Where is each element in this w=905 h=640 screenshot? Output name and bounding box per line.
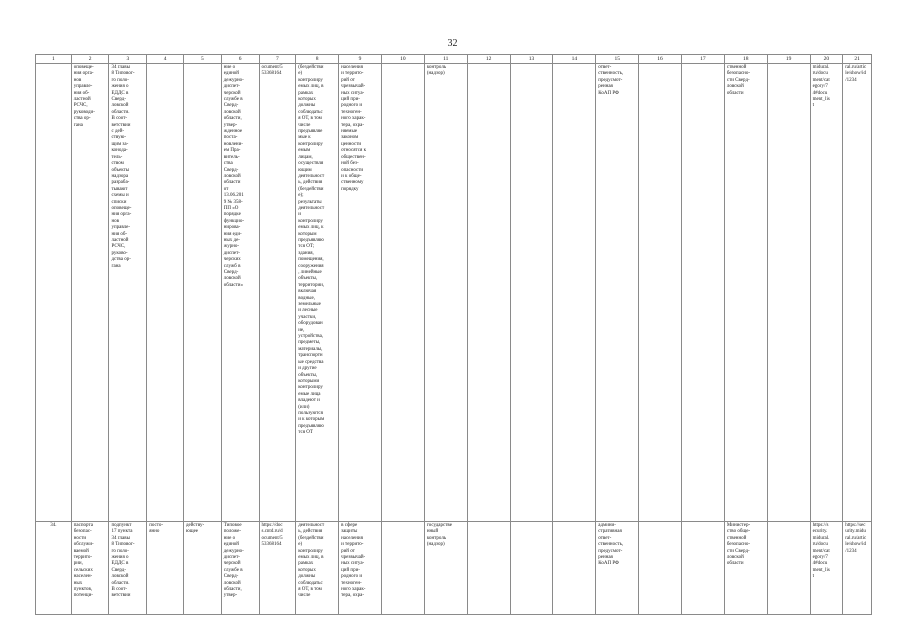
column-number: 18 xyxy=(724,55,767,64)
table-cell: населения и террито- рий от чрезвычай- ных ситуа- ций при- родного и техноген- ного харак- тера, охра- няемые законом ценности относятся к обществен- ной без- опасности и к обще- ственному порядку xyxy=(339,64,382,522)
column-number: 5 xyxy=(183,55,221,64)
table-cell xyxy=(510,64,553,522)
column-number: 15 xyxy=(596,55,639,64)
column-number: 17 xyxy=(681,55,724,64)
link-cell[interactable]: ral.ru/artic le/show/id /1234 xyxy=(843,64,872,522)
table-cell: ответ- ственность, предусмот- ренная КоАП РФ xyxy=(596,64,639,522)
column-number: 19 xyxy=(767,55,810,64)
link-cell[interactable]: https://sec urity.midu ral.ru/artic le/show/id /1234 xyxy=(843,522,872,615)
link-cell[interactable]: https://s ecurity. midural. ru/docu ment/cat egory/7 4#docu ment_lis t xyxy=(810,522,843,615)
column-number-row xyxy=(36,55,872,64)
table-cell: Типовое положе- ние о единой дежурно- диспет- черской службе в Сверд- ловской области, утвер- xyxy=(221,522,259,615)
table-cell: админи- стративная ответ- ственность, предусмот- ренная КоАП РФ xyxy=(596,522,639,615)
table-cell xyxy=(553,64,596,522)
column-number: 14 xyxy=(553,55,596,64)
table-cell xyxy=(467,522,510,615)
table-cell xyxy=(381,522,424,615)
table-cell: в сфере защиты населения и террито- рий от чрезвычай- ных ситуа- ций при- родного и техноген- ного харак- тера, охра- xyxy=(339,522,382,615)
table-cell: действу- ющее xyxy=(183,522,221,615)
column-number: 2 xyxy=(71,55,109,64)
table-cell: ние о единой дежурно- диспет- черской службе в Сверд- ловской области, утвер- жденное поста- новлени- ем Пра- витель- ства Сверд- ловской области от 13.06.201 9 № 358- ПП «О порядке функцио- нирова- ния еди- ных де- журно- диспет- черских служб в Сверд- ловской области» xyxy=(221,64,259,522)
table-cell: оповеще- ния орга- нов управле- ния об- ластной РСЧС, руководи- ства ор- гана xyxy=(71,64,109,522)
row-number-cell: 34. xyxy=(36,522,72,615)
column-number: 7 xyxy=(259,55,296,64)
table-cell: деятельност ь, действия (бездействи е) контролиру емых лиц, в рамках которых должны соблюдатьс я ОТ, в том числе xyxy=(296,522,339,615)
table-cell: подпункт 17 пункта 34 главы 8 Типовог- го поло- жения о ЕДДС в Сверд- ловской области. В соот- ветствии xyxy=(109,522,147,615)
row-number-cell xyxy=(36,64,72,522)
link-cell[interactable]: https://doc s.cntd.ru/d ocument/5 53368164 xyxy=(259,522,296,615)
table-cell xyxy=(510,522,553,615)
column-number: 20 xyxy=(810,55,843,64)
table-cell: паспорта безопас- ности обслужи- ваемой террито- рии, сельских населен- ных пунктов, потенци- xyxy=(71,522,109,615)
table-cell xyxy=(467,64,510,522)
table-cell: ocument/5 53368164 xyxy=(259,64,296,522)
table-cell xyxy=(767,522,810,615)
table-cell xyxy=(681,522,724,615)
table-cell: посто- янно xyxy=(147,522,184,615)
table-cell: контроль (надзор) xyxy=(424,64,467,522)
column-number: 3 xyxy=(109,55,147,64)
table-cell xyxy=(681,64,724,522)
table-cell xyxy=(183,64,221,522)
table-cell xyxy=(767,64,810,522)
table-cell: Министер- ство обще- ственной безопасно- сти Сверд- ловской области xyxy=(724,522,767,615)
column-number: 13 xyxy=(510,55,553,64)
page-number: 32 xyxy=(447,38,458,49)
column-number: 8 xyxy=(296,55,339,64)
table-cell xyxy=(639,64,682,522)
table-cell: государстве нный контроль (надзор) xyxy=(424,522,467,615)
column-number: 10 xyxy=(381,55,424,64)
table-cell: 34 главы 8 Типовог- го поло- жения о ЕДДС в Сверд- ловской области. В соот- ветствии с дей- ствую- щим за- конода- тель- ством объекты надзора разраба- тывают схемы и списки оповеще- ния орга- нов управле- ния об- ластной РСЧС, руково- дства ор- гана xyxy=(109,64,147,522)
column-number: 11 xyxy=(424,55,467,64)
column-number: 9 xyxy=(339,55,382,64)
table-cell xyxy=(553,522,596,615)
column-number: 1 xyxy=(36,55,72,64)
table-cell: (бездействи е) контролиру емых лиц, в рамках которых должны соблюдатьс я ОТ, в том числе предъявляе мые к контролиру емым лицам, осуществля ющим деятельност ь, действия (бездействи е); результаты деятельност и контролиру емых лиц, к которым предъявляю тся ОТ; здания, помещения, сооружения , линейные объекты, территории, включая водные, земельные и лесные участки, оборудован ие, устройства, предметы, материалы, транспортн ые средства и другие объекты, которыми контролиру емые лица владеют и (или) пользуются и к которым предъявляю тся ОТ xyxy=(296,64,339,522)
table-cell xyxy=(147,64,184,522)
link-cell[interactable]: midural. ru/docu ment/cat egory/7 4#docu ment_lis t xyxy=(810,64,843,522)
table-row xyxy=(36,522,872,615)
column-number: 16 xyxy=(639,55,682,64)
table-cell xyxy=(381,64,424,522)
column-number: 12 xyxy=(467,55,510,64)
table-row xyxy=(36,64,872,522)
column-number: 4 xyxy=(147,55,184,64)
table-cell: ственной безопасно- сти Сверд- ловской области xyxy=(724,64,767,522)
register-table xyxy=(35,54,872,615)
column-number: 21 xyxy=(843,55,872,64)
table-cell xyxy=(639,522,682,615)
column-number: 6 xyxy=(221,55,259,64)
